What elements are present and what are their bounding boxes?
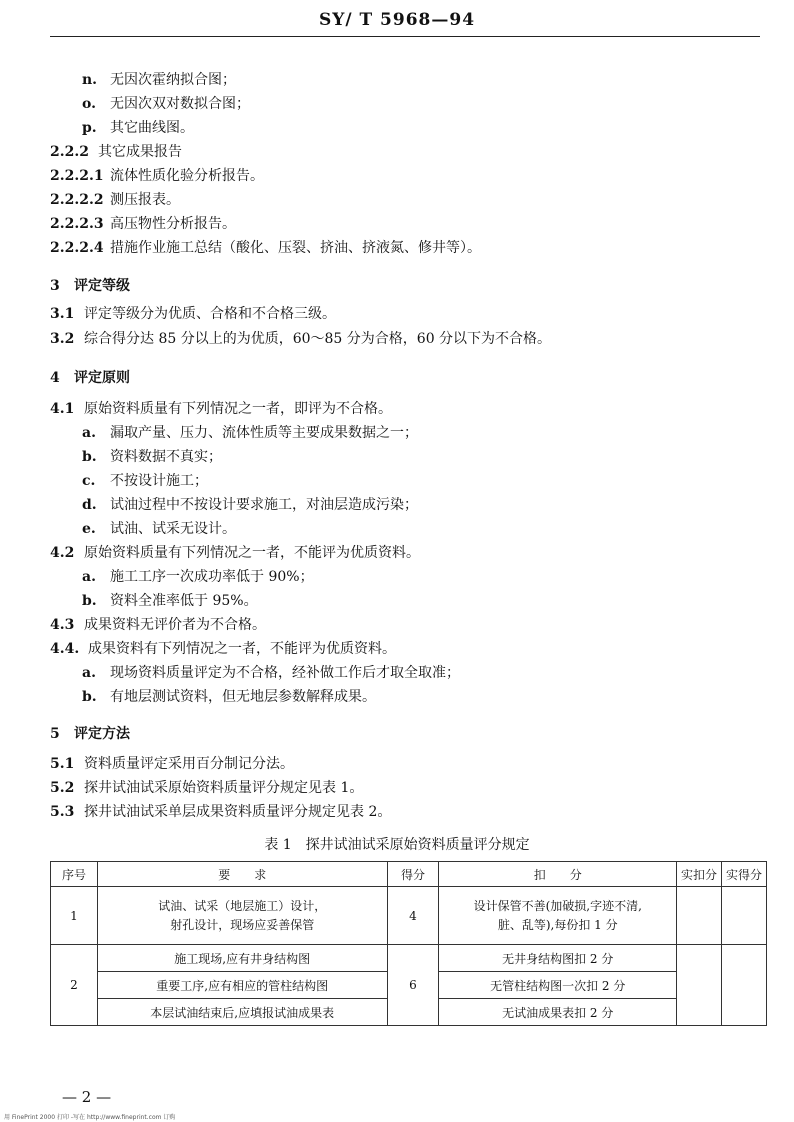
list-item: 5.3 探井试油试采单层成果资料质量评分规定见表 2。: [50, 804, 392, 820]
list-item: 2.2.2.2 测压报表。: [50, 192, 180, 208]
score-cell: 6: [387, 945, 439, 1026]
list-item: b. 资料数据不真实；: [82, 449, 222, 465]
print-watermark: 用 FinePrint 2000 打印 -写在 http://www.fineprint.com 订购: [4, 1114, 176, 1121]
deduction-cell: 无试油成果表扣 2 分: [439, 999, 677, 1026]
requirement-cell: 试油、试采（地层施工）设计， 射孔设计，现场应妥善保管: [97, 887, 387, 945]
list-item: 3.1 评定等级分为优质、合格和不合格三级。: [50, 306, 336, 322]
requirement-cell: 重要工序,应有相应的管柱结构图: [97, 972, 387, 999]
deduction-cell: 无管柱结构图一次扣 2 分: [439, 972, 677, 999]
list-item: 4.1 原始资料质量有下列情况之一者，即评为不合格。: [50, 401, 392, 417]
list-item: o. 无因次双对数拟合图；: [82, 96, 250, 112]
list-item: 2.2.2.1 流体性质化验分析报告。: [50, 168, 264, 184]
table-header-row: [51, 862, 767, 887]
list-item: a. 施工工序一次成功率低于 90%；: [82, 569, 314, 585]
list-item: 3.2 综合得分达 85 分以上的为优质，60～85 分为合格，60 分以下为不合格。: [50, 331, 552, 347]
col-header: 扣 分: [439, 862, 677, 887]
list-item: b. 资料全准率低于 95%。: [82, 593, 258, 609]
col-header: 实扣分: [677, 862, 722, 887]
table-row: [51, 945, 767, 972]
col-header: 要 求: [97, 862, 387, 887]
score-table: [50, 861, 767, 1026]
section-heading: 4 评定原则: [50, 370, 130, 386]
list-item: a. 现场资料质量评定为不合格，经补做工作后才取全取准；: [82, 665, 460, 681]
header-rule: [50, 36, 760, 37]
section-heading: 2.2.2 其它成果报告: [50, 144, 182, 160]
list-item: c. 不按设计施工；: [82, 473, 208, 489]
page-header: SY/ T 5968—94: [318, 10, 476, 30]
list-item: e. 试油、试采无设计。: [82, 521, 236, 537]
list-item: 4.2 原始资料质量有下列情况之一者，不能评为优质资料。: [50, 545, 420, 561]
list-item: 2.2.2.4 措施作业施工总结（酸化、压裂、挤油、挤液氮、修井等）。: [50, 240, 481, 256]
deduction-cell: 无井身结构图扣 2 分: [439, 945, 677, 972]
list-item: b. 有地层测试资料，但无地层参数解释成果。: [82, 689, 376, 705]
col-header: 序号: [51, 862, 98, 887]
list-item: 2.2.2.3 高压物性分析报告。: [50, 216, 236, 232]
list-item: n. 无因次霍纳拟合图；: [82, 72, 236, 88]
table-caption: 表 1 探井试油试采原始资料质量评分规定: [264, 837, 530, 853]
col-header: 得分: [387, 862, 439, 887]
row-number: 1: [51, 887, 98, 945]
list-item: a. 漏取产量、压力、流体性质等主要成果数据之一；: [82, 425, 418, 441]
actual-deduction-cell: [677, 887, 722, 945]
list-item: 5.1 资料质量评定采用百分制记分法。: [50, 756, 294, 772]
actual-score-cell: [722, 887, 767, 945]
section-heading: 5 评定方法: [50, 726, 130, 742]
requirement-cell: 施工现场,应有井身结构图: [97, 945, 387, 972]
deduction-cell: 设计保管不善(加破损,字迹不清, 脏、乱等),每份扣 1 分: [439, 887, 677, 945]
list-item: 5.2 探井试油试采原始资料质量评分规定见表 1。: [50, 780, 364, 796]
section-heading: 3 评定等级: [50, 278, 130, 294]
table-row: [51, 887, 767, 945]
requirement-cell: 本层试油结束后,应填报试油成果表: [97, 999, 387, 1026]
list-item: d. 试油过程中不按设计要求施工，对油层造成污染；: [82, 497, 418, 513]
list-item: 4.3 成果资料无评价者为不合格。: [50, 617, 266, 633]
row-number: 2: [51, 945, 98, 1026]
actual-score-cell: [722, 945, 767, 1026]
list-item: p. 其它曲线图。: [82, 120, 194, 136]
page-number: — 2 —: [62, 1088, 112, 1106]
list-item: 4.4. 成果资料有下列情况之一者，不能评为优质资料。: [50, 641, 396, 657]
score-cell: 4: [387, 887, 439, 945]
actual-deduction-cell: [677, 945, 722, 1026]
col-header: 实得分: [722, 862, 767, 887]
